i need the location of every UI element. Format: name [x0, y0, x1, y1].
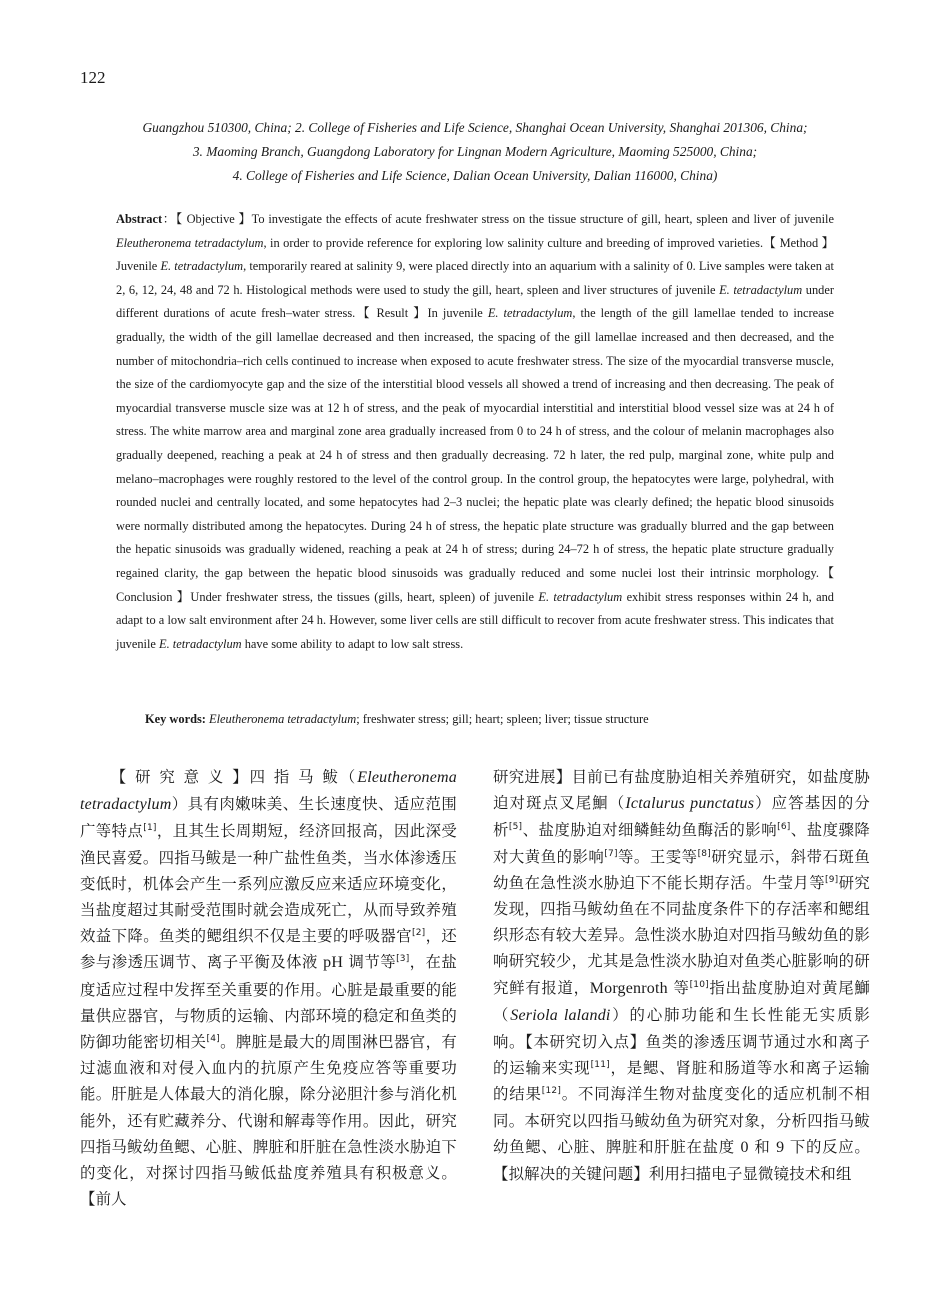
abstract-text: , in order to provide reference for exploring low salinity culture and breeding of improved varieties.【 Method 】Juvenile [116, 235, 834, 274]
abstract-label: Abstract [116, 212, 163, 226]
citation: [11] [590, 1060, 610, 1071]
abstract-colon: ： [162, 212, 176, 226]
author-affiliations [80, 116, 870, 188]
body-text: 调节等 [343, 953, 397, 972]
body-column-right [493, 764, 870, 1187]
body-text: 研究显示，斜带石斑鱼幼鱼在急性淡水胁迫下不能长期存活。牛莹月等 [493, 847, 870, 892]
body-text: 指出盐度胁迫对黄尾鰤（ [493, 978, 870, 1024]
body-text: 等 [667, 978, 690, 997]
abstract-text: have some ability to adapt to low salt stress. [241, 636, 464, 651]
species-name: E. tetradactylum [719, 282, 803, 297]
salinity-value: 0 [740, 1138, 749, 1156]
body-text: 下的反应。【拟解决的关键问题】利用扫描电子显微镜技术和组 [493, 1137, 871, 1184]
latin-name: Seriola lalandi [510, 1006, 611, 1024]
citation: [8] [697, 848, 711, 859]
citation: [3] [396, 954, 410, 965]
species-name: E. tetradactylum [487, 306, 573, 321]
author-name: Morgenroth [589, 979, 668, 997]
body-text: 等。王雯等 [617, 847, 698, 866]
citation: [1] [143, 823, 157, 834]
body-text: 研究进展】目前已有盐度胁迫相关养殖研究，如盐度胁迫对斑点叉尾鮰（ [493, 768, 870, 813]
abstract-text: under different durations of acute fresh–water stress.【 Result 】In juvenile [116, 282, 834, 321]
citation: [2] [412, 928, 426, 939]
body-text: ）的心肺功能和生长性能无实质影响。【本研究切入点】鱼类的渗透压调节通过水和离子的运输来实现 [493, 1005, 870, 1078]
citation: [10] [689, 979, 709, 990]
keywords-label: Key words: [145, 712, 206, 726]
body-text: ，在盐度适应过程中发挥至关重要的作用。心脏是最重要的能量供应器官，与物质的运输、内部环境的稳定和鱼类的防御功能密切相关 [80, 953, 457, 1052]
page-number: 122 [80, 68, 106, 87]
abstract-text: , temporarily reared at salinity 9, were placed directly into an aquarium with a salinity of 0. Live samples were taken at 2, 6, 12, 24, 48 and 72 h. Histological methods were used to study the gill, heart, spleen and liver structures of juvenile [116, 259, 834, 297]
keywords-text: ; freshwater stress; gill; heart; spleen; liver; tissue structure [356, 712, 649, 726]
abstract-text: , the length of the gill lamellae tended to increase gradually, the width of the gill lamellae decreased and then increased, the spacing of the gill lamellae increased and then decreased, and the number of mitochondria–rich cells continued to increase when exposed to acute freshwater stress. The size of the myocardial transverse muscle, the size of the cardiomyocyte gap and the size of the interstitial blood vessels all showed a trend of increasing and then decreasing. The peak of myocardial transverse muscle size was at 12 h of stress, and the peak of myocardial interstitial and interstitial blood vessel size was at 24 h of stress. The white marrow area and marginal zone area gradually increased from 0 to 24 h of stress, and the colour of melanin macrophages also gradually deepened, reaching a peak at 24 h of stress and then gradually decreasing. 72 h later, the red pulp, marginal zone, white pulp and melano–macrophages were roughly restored to the level of the control group. In the control group, the hepatocytes were large, polyhedral, with rounded nuclei and centrally located, and some hepatocytes had 2–3 nuclei; the hepatic plate was clearly defined; the hepatic blood sinusoids were normally distributed among the hepatocytes. During 24 h of stress, the hepatic plate structure was gradually blurred and the gap between the hepatic sinusoids was gradually widened, reaching a peak at 24 h of stress; during 24–72 h of stress, the hepatic plate structure gradually regained clarity, the gap between the hepatic blood sinusoids was gradually reduced and some nuclei lost their intrinsic morphology.【 Conclusion 】Under freshwater stress, the tissues (gills, heart, spleen) of juvenile [116, 306, 834, 604]
affiliation-line: Guangzhou 510300, China; 2. College of Fisheries and Life Science, Shanghai Ocean University, Shanghai 201306, China; [142, 120, 808, 135]
abstract [116, 208, 834, 656]
abstract-text: exhibit stress responses within 24 h, and adapt to a low salt environment after 24 h. However, some liver cells are still difficult to recover from acute freshwater stress. This indicates that juvenile [116, 589, 834, 651]
body-text: ）应答基因的分析 [493, 794, 870, 840]
body-text: 【 研 究 意 义 】四 指 马 鲅（ [110, 768, 358, 786]
salinity-value: 9 [776, 1138, 785, 1156]
keywords [145, 708, 649, 731]
body-text: 和 [748, 1137, 777, 1156]
body-text: 。脾脏是最大的周围淋巴器官，有过滤血液和对侵入血内的抗原产生免疫应答等重要功能。肝脏是人体最大的消化腺，除分泌胆汁参与消化机能外，还有贮藏养分、代谢和解毒等作用。因此，研究四指马鲅幼鱼鳃、心脏、脾脏和肝脏在急性淡水胁迫下的变化，对探讨四指马鲅低盐度养殖具有积极意义。【前人 [80, 1033, 457, 1209]
species-name: E. tetradactylum [159, 636, 242, 651]
latin-name: Eleutheronema tetradactylum [80, 769, 457, 814]
body-text: ，还参与渗透压调节、离子平衡及体液 [80, 927, 457, 972]
latin-name: Ictalurus punctatus [625, 795, 755, 813]
citation: [9] [825, 874, 839, 885]
body-text: 研究发现，四指马鲅幼鱼在不同盐度条件下的存活率和鳃组织形态有较大差异。急性淡水胁迫对四指马鲅幼鱼的影响研究较少，尤其是急性淡水胁迫对鱼类心脏影响的研究鲜有报道， [493, 873, 870, 997]
affiliation-line: 4. College of Fisheries and Life Science, Dalian Ocean University, Dalian 116000, China) [232, 168, 718, 183]
body-column-left [80, 764, 457, 1212]
body-text: ，且其生长周期短，经济回报高，因此深受渔民喜爱。四指马鲅是一种广盐性鱼类，当水体渗透压变低时，机体会产生一系列应激反应来适应环境变化，当盐度超过其耐受范围时就会造成死亡，从而导致养殖效益下降。鱼类的鳃组织不仅是主要的呼吸器官 [80, 822, 457, 946]
citation: [7] [604, 848, 618, 859]
abstract-text: 【 Objective 】To investigate the effects of acute freshwater stress on the tissue structure of gill, heart, spleen and liver of juvenile [175, 212, 835, 226]
species-name: E. tetradactylum [538, 589, 623, 604]
affiliation-line: 3. Maoming Branch, Guangdong Laboratory for Lingnan Modern Agriculture, Maoming 525000, China; [192, 144, 758, 159]
citation: [12] [541, 1086, 562, 1097]
body-text: 、盐度胁迫对细鳞鲑幼鱼酶活的影响 [522, 821, 778, 840]
body-text: 、盐度骤降对大黄鱼的影响 [493, 821, 871, 866]
citation: [5] [508, 822, 523, 833]
species-name: Eleutheronema tetradactylum [209, 712, 357, 726]
citation: [4] [206, 1033, 220, 1044]
body-text: ）具有肉嫩味美、生长速度快、适应范围广等特点 [80, 795, 457, 841]
body-text: 。不同海洋生物对盐度变化的适应机制不相同。本研究以四指马鲅幼鱼为研究对象，分析四指马鲅幼鱼鳃、心脏、脾脏和肝脏在盐度 [493, 1085, 870, 1156]
species-name: Eleutheronema tetradactylum [116, 235, 264, 250]
species-name: E. tetradactylum [160, 259, 244, 274]
ph-term: pH [323, 954, 344, 972]
citation: [6] [777, 822, 791, 833]
body-text: ，是鳃、肾脏和肠道等水和离子运输的结果 [493, 1059, 870, 1104]
